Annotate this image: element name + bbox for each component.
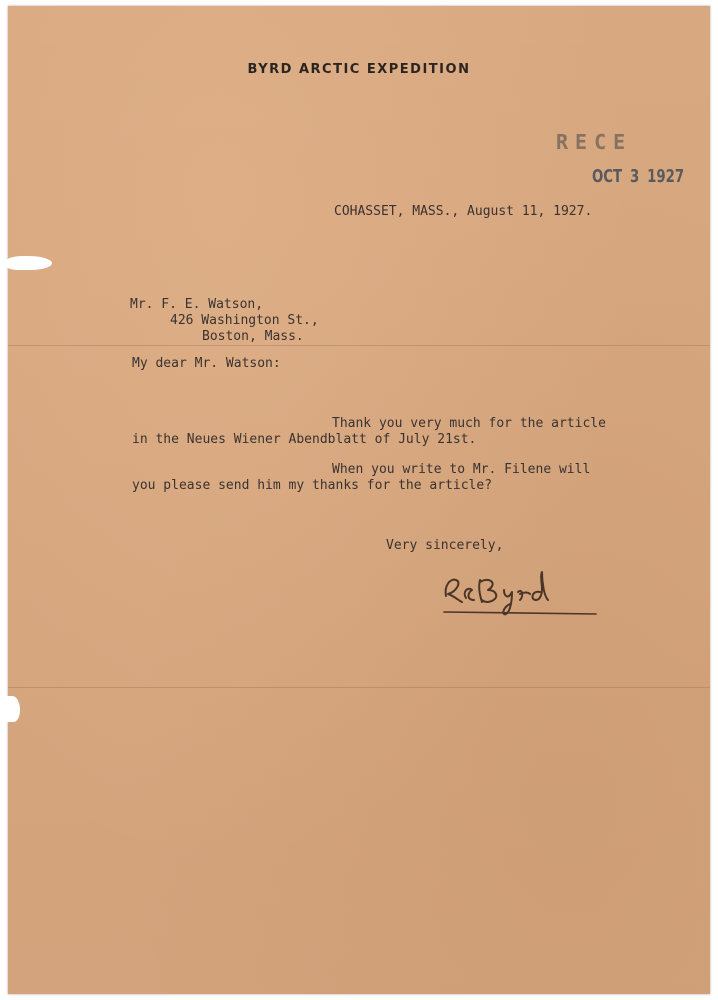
received-stamp-date: OCT 3 1927 (592, 166, 685, 187)
recipient-street: 426 Washington St., (170, 313, 319, 328)
place-date-line: COHASSET, MASS., August 11, 1927. (334, 204, 593, 219)
closing: Very sincerely, (386, 538, 504, 553)
signature (436, 562, 616, 622)
received-stamp-word: RECE (556, 130, 633, 154)
paper-loss-left-lower (6, 696, 20, 722)
paragraph2-line2: you please send him my thanks for the article? (132, 478, 493, 493)
fold-crease-upper (8, 345, 710, 346)
paragraph1-line1: Thank you very much for the article (332, 416, 606, 431)
recipient-city: Boston, Mass. (202, 329, 304, 344)
fold-crease-lower (8, 687, 710, 688)
recipient-name: Mr. F. E. Watson, (130, 297, 264, 312)
salutation: My dear Mr. Watson: (132, 356, 281, 371)
paper-loss-left-upper (6, 256, 52, 270)
letterhead: BYRD ARCTIC EXPEDITION (247, 62, 471, 77)
letter-page (8, 6, 710, 994)
paragraph2-line1: When you write to Mr. Filene will (332, 462, 591, 477)
paragraph1-line2: in the Neues Wiener Abendblatt of July 21st. (132, 432, 477, 447)
